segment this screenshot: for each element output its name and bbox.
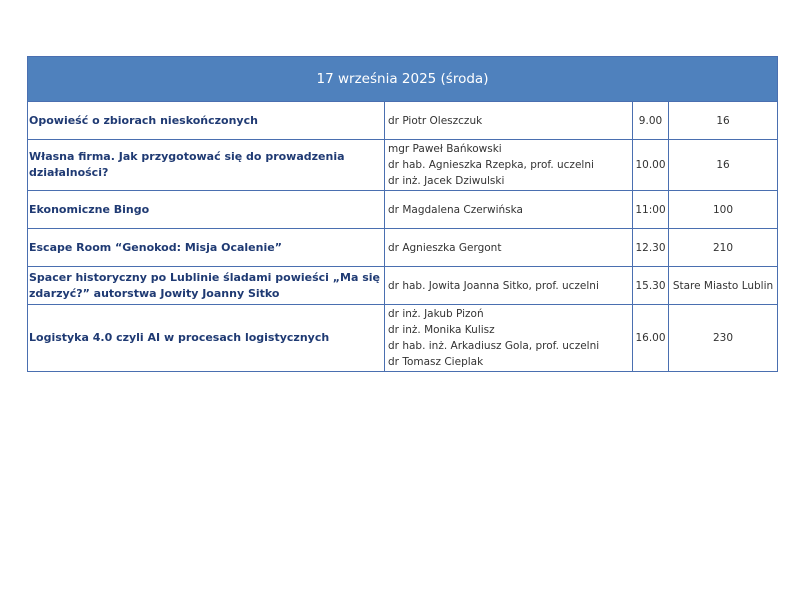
speaker-name: dr Piotr Oleszczuk: [388, 114, 483, 127]
event-title: Opowieść o zbiorach nieskończonych: [28, 102, 385, 140]
speaker-name: dr hab. Jowita Joanna Sitko, prof. uczelni: [388, 279, 599, 292]
event-room: 100: [669, 191, 778, 229]
speaker-name: dr inż. Jacek Dziwulski: [388, 175, 505, 187]
event-room: 16: [669, 140, 778, 191]
event-time: 11:00: [633, 191, 669, 229]
event-speakers: [385, 102, 633, 140]
event-room: Stare Miasto Lublin: [669, 267, 778, 305]
table-row: [28, 102, 778, 140]
event-speakers: [385, 267, 633, 305]
speaker-name: dr inż. Jakub Pizoń: [388, 308, 484, 320]
event-room: 210: [669, 229, 778, 267]
event-time: 15.30: [633, 267, 669, 305]
event-room: 230: [669, 305, 778, 372]
table-row: [28, 305, 778, 372]
speaker-name: dr hab. Agnieszka Rzepka, prof. uczelni: [388, 159, 594, 171]
event-speakers: [385, 191, 633, 229]
schedule-table: [27, 56, 778, 372]
event-time: 10.00: [633, 140, 669, 191]
event-speakers: [385, 305, 633, 372]
event-title: Ekonomiczne Bingo: [28, 191, 385, 229]
date-header-row: [28, 57, 778, 102]
speaker-name: dr Agnieszka Gergont: [388, 241, 502, 254]
speaker-name: dr Tomasz Cieplak: [388, 356, 484, 368]
event-time: 12.30: [633, 229, 669, 267]
date-header: 17 września 2025 (środa): [28, 57, 778, 102]
table-row: [28, 140, 778, 191]
event-room: 16: [669, 102, 778, 140]
speaker-name: mgr Paweł Bańkowski: [388, 143, 502, 155]
event-time: 9.00: [633, 102, 669, 140]
speaker-name: dr inż. Monika Kulisz: [388, 324, 495, 336]
event-speakers: [385, 140, 633, 191]
table-row: [28, 191, 778, 229]
event-speakers: [385, 229, 633, 267]
event-title: Własna firma. Jak przygotować się do prowadzenia działalności?: [28, 140, 385, 191]
speaker-name: dr Magdalena Czerwińska: [388, 203, 523, 216]
speaker-name: dr hab. inż. Arkadiusz Gola, prof. uczelni: [388, 340, 600, 352]
event-title: Logistyka 4.0 czyli AI w procesach logistycznych: [28, 305, 385, 372]
event-title: Spacer historyczny po Lublinie śladami powieści „Ma się zdarzyć?” autorstwa Jowity Joanny Sitko: [28, 267, 385, 305]
table-row: [28, 267, 778, 305]
event-time: 16.00: [633, 305, 669, 372]
event-title: Escape Room “Genokod: Misja Ocalenie”: [28, 229, 385, 267]
table-row: [28, 229, 778, 267]
